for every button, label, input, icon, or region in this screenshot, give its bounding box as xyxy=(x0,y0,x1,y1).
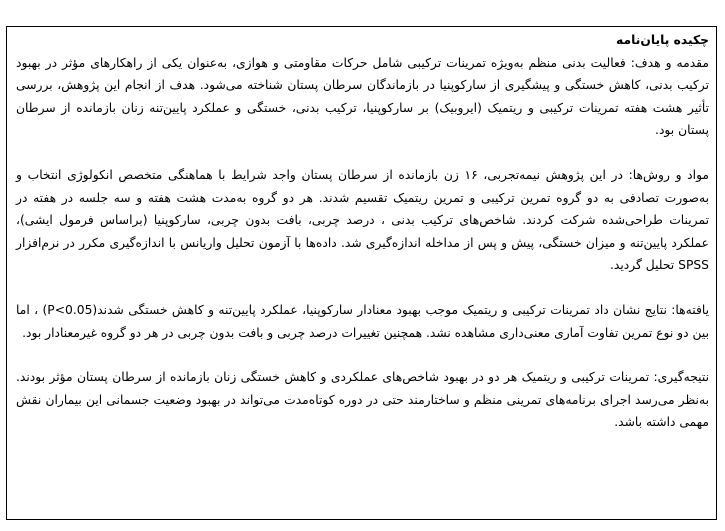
abstract-title: چکیده پایان‌نامه xyxy=(616,33,709,47)
abstract-box xyxy=(6,26,717,520)
results-paragraph: یافته‌ها: نتایج نشان داد تمرینات ترکیبی و ریتمیک موجب بهبود معنادار سارکوپنیا، عملکرد پایین‌تنه و کاهش خستگی شدند(P<0.05) ، اما بین دو نوع تمرین تفاوت آماری معنی‌داری مشاهده نشد. همچنین تغییرات درصد چربی و بافت بدون چربی در هر دو گروه غیرمعنادار بود. xyxy=(16,302,710,340)
methods-paragraph: مواد و روش‌ها: در این پژوهش نیمه‌تجربی، ۱۶ زن بازمانده از سرطان پستان واجد شرایط با هماهنگی متخصص انکولوژی انتخاب و به‌صورت تصادفی به دو گروه تمرین ترکیبی و تمرین ریتمیک تقسیم شدند. هر دو گروه به‌مدت هشت هفته و سه جلسه در هفته در تمرینات طراحی‌شده شرکت کردند. شاخص‌های ترکیب بدنی ، درصد چربی، بافت بدون چربی، سارکوپنیا (براساس فرمول ایشی)، عملکرد پایین‌تنه و میزان خستگی، پیش و پس از مداخله اندازه‌گیری شد. داده‌ها با آزمون تحلیل واریانس با اندازه‌گیری مکرر در نرم‌افزار SPSS تحلیل گردید. xyxy=(16,167,710,273)
introduction-paragraph: مقدمه و هدف: فعالیت بدنی منظم به‌ویژه تمرینات ترکیبی شامل حرکات مقاومتی و هوازی، به‌عنوان یکی از راهکارهای مؤثر در بهبود ترکیب بدنی، کاهش خستگی و پیشگیری از سارکوپنیا در بازماندگان سرطان پستان شناخته می‌شود. هدف از انجام این پژوهش، بررسی تأثیر هشت هفته تمرینات ترکیبی و ریتمیک (ایروبیک) بر سارکوپنیا، ترکیب بدنی، خستگی و عملکرد پایین‌تنه زنان بازمانده از سرطان پستان بود. xyxy=(16,55,709,138)
conclusion-paragraph: نتیجه‌گیری: تمرینات ترکیبی و ریتمیک هر دو در بهبود شاخص‌های عملکردی و کاهش خستگی زنان بازمانده از سرطان پستان مؤثر بودند. به‌نظر می‌رسد اجرای برنامه‌های تمرینی منظم و ساختارمند حتی در دوره کوتاه‌مدت می‌تواند در بهبود وضعیت جسمانی این بیماران نقش مهمی داشته باشد. xyxy=(16,370,709,430)
